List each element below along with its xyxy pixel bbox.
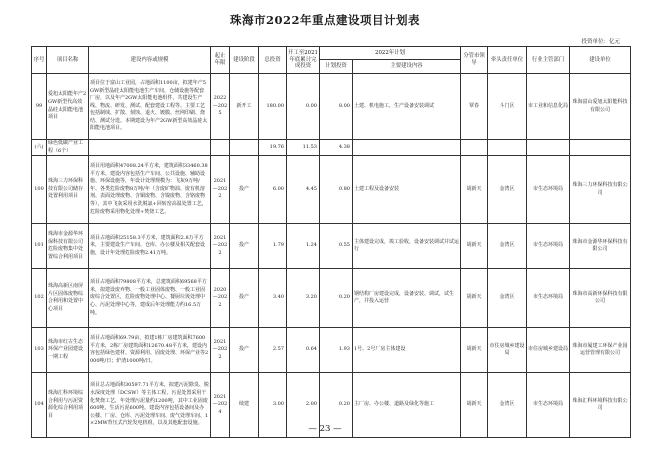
- row-dept: 市生态环境局: [527, 156, 570, 224]
- row-leader: 胡新天: [461, 269, 488, 328]
- header-content: 建设内容或规模: [89, 47, 211, 74]
- row-owner: 珠海汇科环境科技有限公司: [570, 373, 631, 438]
- row-plan-invest: 8.00: [320, 74, 353, 140]
- row-dept: 市住房城乡建设局: [527, 328, 570, 373]
- row-leader: 覃春: [461, 74, 488, 140]
- header-plan-group: 2022年计划: [320, 47, 461, 60]
- row-content: 项目总占地面积30597.71平方米，拟建污泥除臭、脱水深度处理（DCSW）等主体工程，污泥处置采用干化焚烧工艺，年处理污泥量约1200吨，其中工业固废600吨，生活污泥600吨。建设内容包括设备间及办公楼、厂房、仓库、污泥处理车间、废气处理车间、1×2MW背压式汽轮发电机组，以及其他配套设施。: [89, 373, 211, 438]
- header-plan-content: 主要建设内容: [353, 60, 461, 74]
- row-content: 项目占地面积79808平方米，总建筑面积69568平方米，拟建设废弃物、一般工业固体废物、一般工业固废综合处置区，危险废物处理中心、餐厨垃圾处理中心、污泥处理中心等，建成后年处理能力约16.5万吨。: [89, 269, 211, 328]
- row-total: 2.57: [259, 328, 287, 373]
- row-content: 项目用地面积47008.24平方米，建筑面积33460.38平方米，建设内容包括生产车间、公共设施、辅助设施、环保设施等，年设计处理规模为：飞灰9万吨/年、各类危险废物8万吨/年（含废矿物油、废有机溶剂、表面处理废物、含铜废物、含镍废物、含铬废物等），其中飞灰采用水洗脱氯+回转窑高温处置工艺，危险废物采用物化处理+焚烧工艺。: [89, 156, 211, 224]
- row-plan-content: 主体建设完成，竣工验收，设备安装调试并试运行: [353, 224, 461, 269]
- row-start-end: 2021—2022: [211, 224, 230, 269]
- row-seq: 103: [32, 328, 47, 373]
- row-seq: 104: [32, 373, 47, 438]
- row-stage: 投产: [230, 269, 259, 328]
- row-dept: 市生态环境局: [527, 224, 570, 269]
- row-cumulative: 0.64: [287, 328, 320, 373]
- row-lead-unit: 金湾区: [488, 224, 527, 269]
- row-lead-unit: 斗门区: [488, 74, 527, 140]
- row-cumulative: 0.00: [287, 74, 320, 140]
- row-name: 珠海高新区南屏片区固体废物综合利用和处置中心项目: [47, 269, 89, 328]
- row-start-end: 2021—2024: [211, 373, 230, 438]
- header-seq: 序号: [32, 47, 47, 74]
- row-plan-invest: 0.55: [320, 224, 353, 269]
- row-content: 项目占地面积25158.3平方米，建筑面积2.8万平方米，主要建设生产车间、仓库、办公楼及相关配套设施，设计年处理危险废物2.41万吨。: [89, 224, 211, 269]
- row-stage: 新开工: [230, 74, 259, 140]
- row-total: 180.00: [259, 74, 287, 140]
- row-stage: 投产: [230, 328, 259, 373]
- category-cumulative: 11.53: [287, 140, 320, 156]
- row-stage: 投产: [230, 224, 259, 269]
- row-seq: 99: [32, 74, 47, 140]
- row-leader: 胡新天: [461, 156, 488, 224]
- row-stage: 投产: [230, 156, 259, 224]
- row-dept: 市工业和信息化局: [527, 74, 570, 140]
- row-lead-unit: 金湾区: [488, 156, 527, 224]
- header-start-end: 起止年限: [211, 47, 230, 74]
- header-dept: 行业主管部门: [527, 47, 570, 74]
- row-plan-content: 主厂房、办公楼、道路及绿化等施工: [353, 373, 461, 438]
- row-owner: 珠海市高新环保科技有限公司: [570, 269, 631, 328]
- row-plan-invest: 1.93: [320, 328, 353, 373]
- row-cumulative: 1.24: [287, 224, 320, 269]
- table-row: [32, 224, 631, 269]
- table-row: [32, 269, 631, 328]
- row-start-end: 2020—2022: [211, 269, 230, 328]
- category-plan-invest: 4.38: [320, 140, 353, 156]
- row-seq: 102: [32, 269, 47, 328]
- row-seq: 100: [32, 156, 47, 224]
- row-lead-unit: 金湾区: [488, 269, 527, 328]
- header-total: 总投资: [259, 47, 287, 74]
- row-plan-content: 1号、2号厂房主体建设: [353, 328, 461, 373]
- row-dept: 市生态环境局: [527, 269, 570, 328]
- row-name: 爱旭太阳能年产2GW新型代高效晶硅太阳能电池项目: [47, 74, 89, 140]
- header-leader: 分管市领导: [461, 47, 488, 74]
- row-owner: 珠海市厦建工环保产业园运营管理有限公司: [570, 328, 631, 373]
- row-start-end: 2021—2022: [211, 156, 230, 224]
- row-plan-invest: 0.20: [320, 269, 353, 328]
- header-lead-unit: 牵头责任单位: [488, 47, 527, 74]
- row-plan-content: 土建、机电施工，生产设备安装调试: [353, 74, 461, 140]
- header-name: 项目名称: [47, 47, 89, 74]
- row-seq: 101: [32, 224, 47, 269]
- header-plan-invest: 计划投资: [320, 60, 353, 74]
- category-seq: (六): [32, 140, 47, 156]
- page-number: — 23 —: [308, 424, 342, 434]
- row-start-end: 2021—2022: [211, 328, 230, 373]
- row-total: 3.40: [259, 269, 287, 328]
- row-owner: 珠海富山爱旭太阳能科技有限公司: [570, 74, 631, 140]
- category-row: [32, 140, 631, 156]
- row-name: 珠海三力环保科技有限公司储存处置利用项目: [47, 156, 89, 224]
- header-owner: 建设单位: [570, 47, 631, 74]
- page-title: 珠海市2022年重点建设项目计划表: [229, 13, 420, 27]
- row-lead-unit: 金湾区: [488, 373, 527, 438]
- row-plan-content: 钢结构厂房建设完成，设备安装、调试，试生产，并投入运营: [353, 269, 461, 328]
- row-leader: 胡新天: [461, 373, 488, 438]
- row-leader: 胡新天: [461, 224, 488, 269]
- row-total: 1.79: [259, 224, 287, 269]
- row-cumulative: 3.20: [287, 269, 320, 328]
- table-row: [32, 328, 631, 373]
- row-owner: 珠海市金源华环保科技有限公司: [570, 224, 631, 269]
- row-total: 3.00: [259, 373, 287, 438]
- category-name: 绿色低碳产业工程（6个）: [47, 140, 89, 156]
- project-table: [31, 46, 631, 438]
- row-dept: 市生态环境局: [527, 373, 570, 438]
- header-cumulative: 开工至2021年底累计完成投资: [287, 47, 320, 74]
- row-total: 6.00: [259, 156, 287, 224]
- row-plan-invest: 0.80: [320, 156, 353, 224]
- row-name: 珠海汇科环境综合利用与污泥资源化综合利用项目: [47, 373, 89, 438]
- row-name: 珠海市红古生态环保产业园建设一期工程: [47, 328, 89, 373]
- table-row: [32, 74, 631, 140]
- row-content: 项目位于富山工业园，占地面积1100亩，拟建年产5GW新型晶硅太阳能电池生产车间，仓储设施等配套厂房，以及年产2GW太阳能电池组件，共建设生产线、物流、研发、测试、配套建设工程等。主要工艺包括制绒、扩散、刻蚀、退火、镀膜、丝网印刷、烧结、测试分选。本期建设为年产2GW新型高效晶硅太阳能电池项目。: [89, 74, 211, 140]
- row-plan-invest: 0.20: [320, 373, 353, 438]
- row-cumulative: 4.45: [287, 156, 320, 224]
- row-stage: 续建: [230, 373, 259, 438]
- category-total: 19.76: [259, 140, 287, 156]
- row-leader: 胡新天: [461, 328, 488, 373]
- unit-label: 投资单位：亿元: [581, 39, 620, 45]
- row-cumulative: 2.00: [287, 373, 320, 438]
- header-stage: 建设阶段: [230, 47, 259, 74]
- row-name: 珠海市金源华环保科技有限公司危险废物集中处置综合利用项目: [47, 224, 89, 269]
- row-start-end: 2022—2025: [211, 74, 230, 140]
- row-lead-unit: 市住房城乡建设局: [488, 328, 527, 373]
- row-plan-content: 土建工程及设备安装: [353, 156, 461, 224]
- row-content: 项目占地面积69.79亩，拟建1栋厂房建筑面积7600平方米，2栋厂房建筑面积12670.48平方米，建设内容包括绿色建材、资源利用、固废处理、环保产业等2000吨/日；炉渣1000吨/日。: [89, 328, 211, 373]
- table-row: [32, 156, 631, 224]
- row-owner: 珠海三力环保科技有限公司: [570, 156, 631, 224]
